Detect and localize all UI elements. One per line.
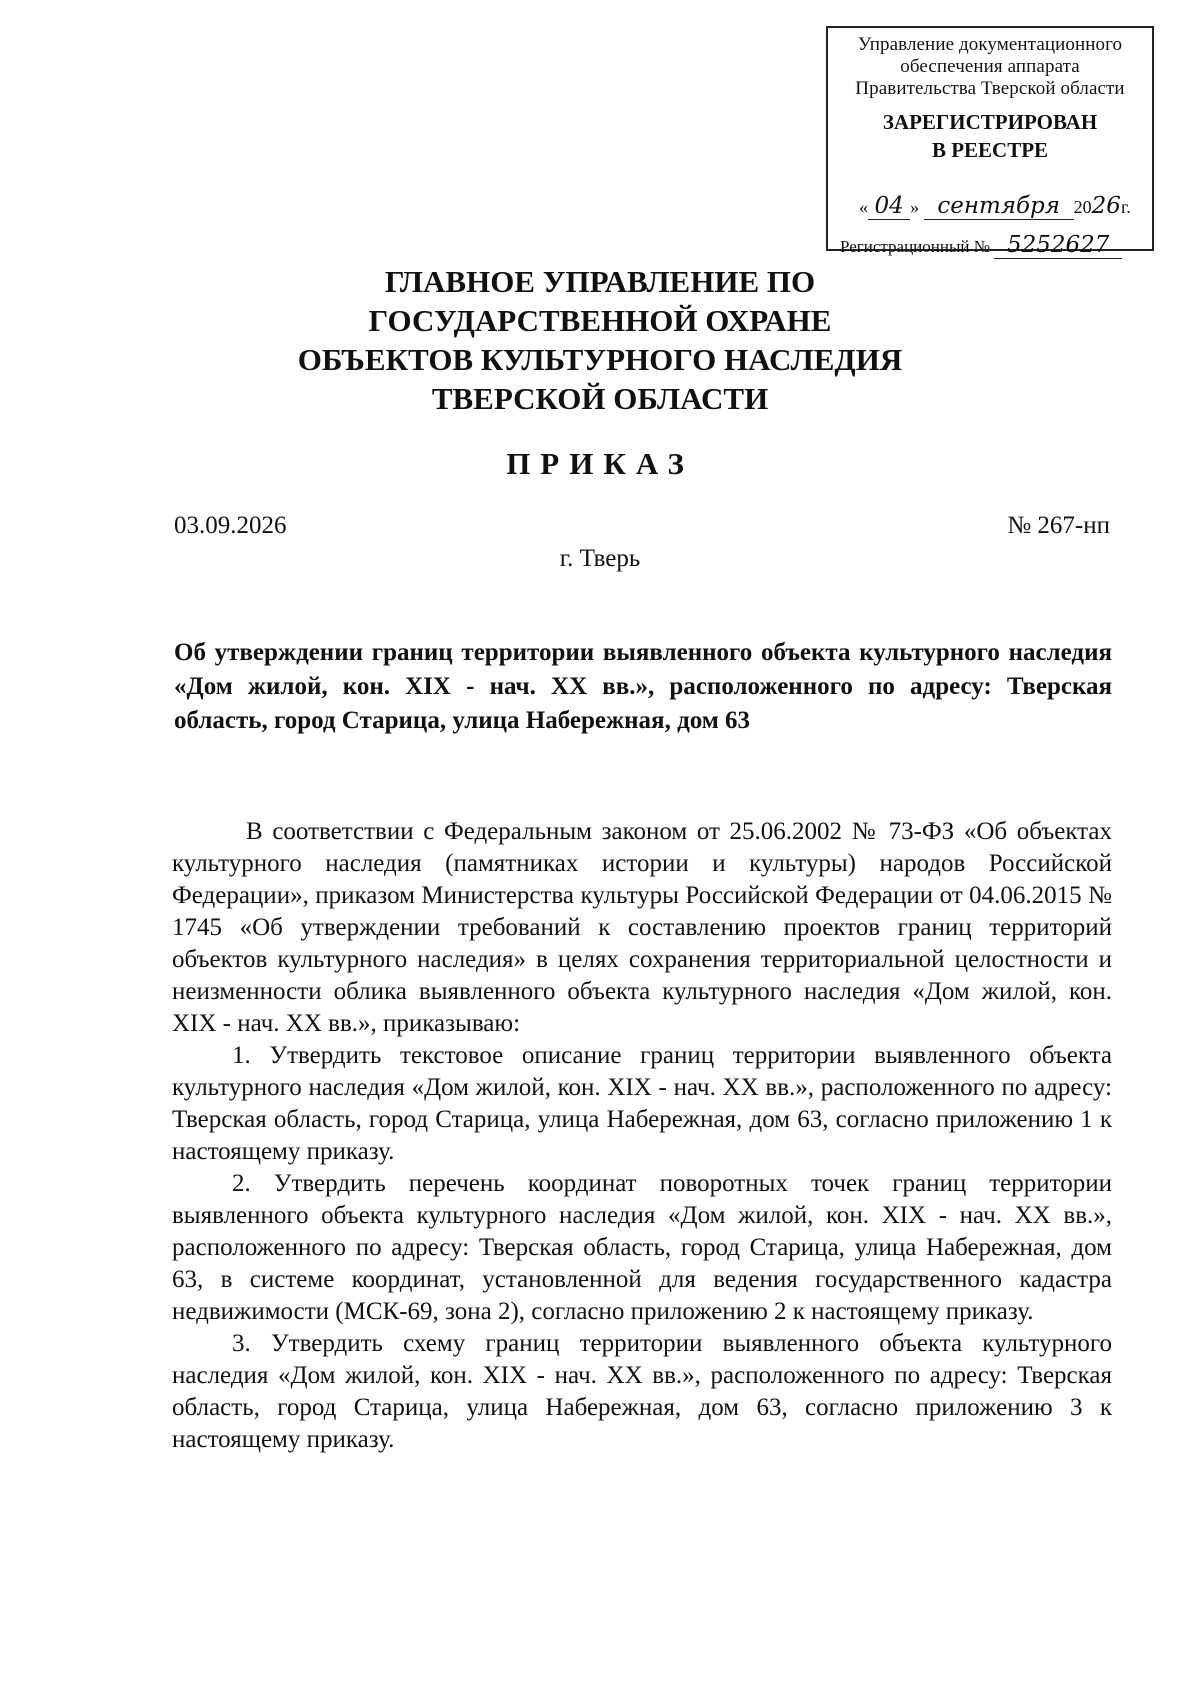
registration-stamp bbox=[826, 26, 1154, 258]
document-date: 03.09.2026 bbox=[174, 512, 287, 539]
stamp-registered bbox=[828, 108, 1152, 164]
body-item-3: 3. Утвердить схему границ территории выявленного объекта культурного наследия «Дом жилой, кон. XIX - нач. XX вв.», расположенного по адресу: Тверская область, город Старица, улица Набережная, дом 63, согласно приложению 3 к настоящему приказу. bbox=[172, 1330, 1112, 1453]
header-line-4: ТВЕРСКОЙ ОБЛАСТИ bbox=[431, 381, 769, 416]
stamp-date bbox=[840, 193, 1150, 227]
stamp-year-suffix: 26 bbox=[1091, 193, 1121, 219]
stamp-reg-line-1: ЗАРЕГИСТРИРОВАН bbox=[882, 110, 1098, 134]
stamp-reg-number: 5252627 bbox=[994, 232, 1122, 259]
stamp-quote-close: » bbox=[910, 197, 920, 217]
stamp-day: 04 bbox=[868, 193, 910, 220]
document-subject: Об утверждении границ территории выявленного объекта культурного наследия «Дом жилой, кон. XIX - нач. XX вв.», расположенного по адресу: Тверская область, город Старица, улица Набережная, дом 63 bbox=[174, 639, 1112, 734]
stamp-org-line-3: Правительства Тверской области bbox=[855, 78, 1125, 99]
stamp-year-prefix: 20 bbox=[1073, 197, 1092, 217]
stamp-quote-open: « bbox=[859, 197, 869, 217]
authority-header bbox=[230, 262, 970, 418]
header-line-2: ГОСУДАРСТВЕННОЙ ОХРАНЕ bbox=[368, 303, 832, 338]
stamp-month: сентября bbox=[924, 193, 1074, 220]
stamp-org-line-1: Управление документационного bbox=[857, 34, 1123, 55]
document-body bbox=[172, 816, 1112, 1456]
stamp-year-unit: г. bbox=[1120, 197, 1131, 217]
stamp-number-line bbox=[840, 232, 1150, 259]
stamp-organization bbox=[828, 34, 1152, 100]
stamp-org-line-2: обеспечения аппарата bbox=[900, 56, 1080, 77]
stamp-reg-label: Регистрационный № bbox=[840, 237, 990, 256]
body-item-2: 2. Утвердить перечень координат поворотных точек границ территории выявленного объекта культурного наследия «Дом жилой, кон. XIX - нач. XX вв.», расположенного по адресу: Тверская область, город Старица, улица Набережная, дом 63, в системе координат, установленной для ведения государственного кадастра недвижимости (МСК-69, зона 2), согласно приложению 2 к настоящему приказу. bbox=[172, 1170, 1112, 1325]
header-line-3: ОБЪЕКТОВ КУЛЬТУРНОГО НАСЛЕДИЯ bbox=[297, 342, 903, 377]
body-item-1: 1. Утвердить текстовое описание границ территории выявленного объекта культурного наследия «Дом жилой, кон. XIX - нач. XX вв.», расположенного по адресу: Тверская область, город Старица, улица Набережная, дом 63, согласно приложению 1 к настоящему приказу. bbox=[172, 1042, 1112, 1165]
stamp-reg-line-2: В РЕЕСТРЕ bbox=[931, 138, 1049, 162]
document-city: г. Тверь bbox=[559, 545, 641, 572]
document-number: № 267-нп bbox=[1007, 512, 1110, 539]
body-preamble: В соответствии с Федеральным законом от 25.06.2002 № 73-ФЗ «Об объектах культурного наследия (памятниках истории и культуры) народов Российской Федерации», приказом Министерства культуры Российской Федерации от 04.06.2015 № 1745 «Об утверждении требований к составлению проектов границ территорий объектов культурного наследия» в целях сохранения территориальной целостности и неизменности облика выявленного объекта культурного наследия «Дом жилой, кон. XIX - нач. XX вв.», приказываю: bbox=[172, 818, 1112, 1037]
header-line-1: ГЛАВНОЕ УПРАВЛЕНИЕ ПО bbox=[384, 264, 816, 299]
document-title: ПРИКАЗ bbox=[506, 446, 694, 481]
